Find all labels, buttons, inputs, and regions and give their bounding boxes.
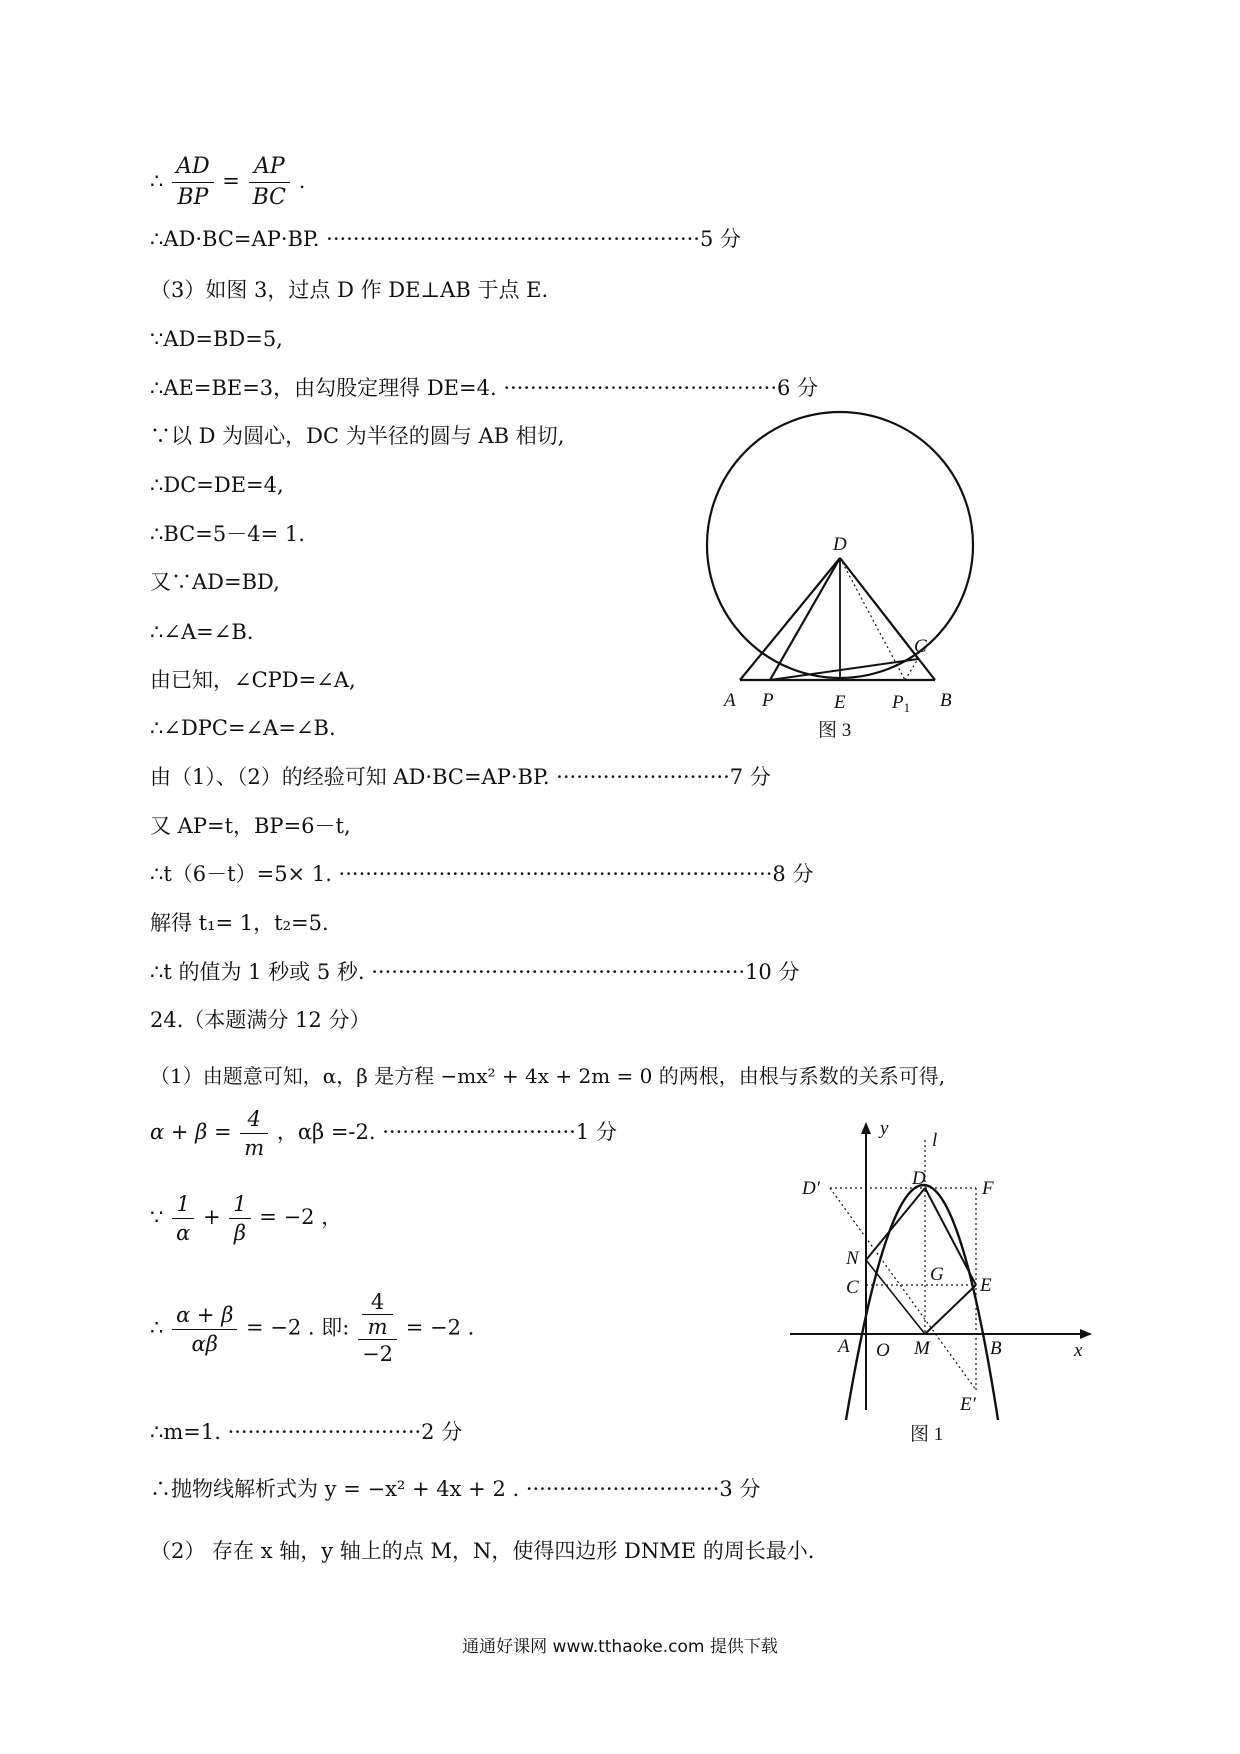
fraction-denominator: α	[176, 1221, 191, 1245]
inner-numerator: 4	[362, 1290, 393, 1315]
period: .	[298, 169, 306, 193]
fraction-1-over-alpha	[172, 1190, 194, 1247]
page-footer: 通通好课网 www.tthaoke.com 提供下载	[462, 1637, 778, 1657]
fraction-numerator: 4	[240, 1105, 268, 1134]
label-n: N	[846, 1248, 859, 1269]
label-p: P	[762, 690, 774, 711]
sum-expression: α + β =	[150, 1120, 232, 1144]
label-x: x	[1074, 1340, 1083, 1361]
dotted-p1c	[905, 659, 918, 680]
text-line-5: ∴AE=BE=3，由勾股定理得 DE=4. ·········································6 分	[150, 376, 819, 400]
label-l: l	[932, 1130, 938, 1151]
label-d: D	[833, 534, 847, 555]
label-f: F	[982, 1178, 994, 1199]
text-line-23: ∴m=1. ·····························2 分	[150, 1420, 463, 1444]
segment-dc	[840, 558, 918, 659]
fraction-numerator: AP	[249, 152, 290, 183]
label-p1: $P_1$	[892, 692, 911, 715]
label-b: B	[940, 690, 952, 711]
inner-denominator: m	[367, 1315, 388, 1339]
fraction-ad-bp	[172, 152, 214, 213]
fraction-4-over-m	[240, 1105, 268, 1162]
text-line-15: ∴t（6－t）=5× 1. ·································································8 分	[150, 862, 814, 886]
proportion-line	[150, 152, 305, 213]
fraction-numerator: α + β	[172, 1301, 237, 1330]
reciprocal-sum-line	[150, 1190, 342, 1247]
text-line-7: ∴DC=DE=4,	[150, 473, 284, 497]
fraction-denominator: BP	[177, 185, 209, 210]
segment-nm	[866, 1260, 925, 1334]
parabola-curve	[846, 1185, 998, 1420]
plus-sign: +	[202, 1205, 221, 1229]
label-dprime: D′	[802, 1178, 820, 1199]
figure-3-caption: 图 3	[818, 720, 852, 740]
fraction-numerator: 1	[229, 1190, 250, 1219]
text-line-19: （1）由题意可知，α，β 是方程 −mx² + 4x + 2m = 0 的两根，由根与系数的关系可得,	[150, 1064, 946, 1088]
label-d: D	[912, 1168, 926, 1189]
label-y: y	[880, 1120, 889, 1139]
nested-fraction	[358, 1290, 397, 1368]
fraction-denominator: m	[244, 1136, 265, 1160]
segment-me	[925, 1285, 976, 1334]
text-line-4: ∵AD=BD=5,	[150, 327, 283, 351]
label-o: O	[876, 1340, 890, 1361]
y-axis-arrow	[861, 1122, 871, 1134]
fraction-numerator: 1	[172, 1190, 194, 1219]
sum-of-roots-line	[150, 1105, 617, 1162]
therefore-symbol: ∴	[150, 1315, 164, 1340]
fraction-1-over-beta	[229, 1190, 250, 1247]
text-line-17: ∴t 的值为 1 秒或 5 秒. ························································10 分	[150, 960, 800, 984]
text-line-11: 由已知，∠CPD=∠A,	[150, 668, 356, 692]
text-line-12: ∴∠DPC=∠A=∠B.	[150, 716, 336, 740]
equals-sign: =	[222, 169, 240, 193]
label-eprime: E′	[960, 1394, 976, 1415]
nested-numerator	[358, 1290, 397, 1340]
equation-result: = −2 ，	[259, 1205, 343, 1229]
label-c: C	[914, 636, 927, 657]
equation-middle: = −2 . 即:	[246, 1315, 350, 1340]
text-line-18: 24.（本题满分 12 分）	[150, 1008, 371, 1032]
x-axis-arrow	[1080, 1329, 1092, 1339]
fraction-numerator: AD	[172, 152, 214, 183]
nested-fraction-line	[150, 1290, 474, 1368]
text-line-13: 由（1）、（2）的经验可知 AD·BC=AP·BP. ··························7 分	[150, 765, 771, 789]
fraction-denominator: β	[233, 1221, 246, 1245]
text-line-9: 又∵AD=BD,	[150, 570, 280, 594]
text-line-16: 解得 t₁= 1，t₂=5.	[150, 911, 329, 935]
figure-3	[700, 410, 1000, 740]
equation-result: = −2 .	[405, 1315, 475, 1340]
therefore-symbol: ∴	[150, 169, 164, 193]
fraction-sum-over-product	[172, 1301, 237, 1358]
label-g: G	[930, 1264, 944, 1285]
fraction-denominator: BC	[252, 185, 286, 210]
label-m: M	[914, 1338, 930, 1359]
label-e: E	[980, 1275, 992, 1296]
text-line-10: ∴∠A=∠B.	[150, 620, 254, 644]
fraction-denominator: −2	[362, 1342, 394, 1366]
label-e: E	[834, 692, 846, 713]
because-symbol: ∵	[150, 1205, 164, 1229]
figure-1	[780, 1120, 1100, 1445]
label-a: A	[838, 1336, 850, 1357]
fraction-denominator: αβ	[191, 1331, 218, 1356]
text-line-8: ∴BC=5－4= 1.	[150, 522, 305, 546]
fraction-ap-bc	[249, 152, 290, 213]
label-b: B	[990, 1338, 1002, 1359]
segment-dn	[866, 1188, 925, 1260]
product-of-roots: ，αβ =-2. ·····························1 分	[276, 1120, 617, 1144]
text-line-14: 又 AP=t，BP=6－t,	[150, 814, 351, 838]
text-line-24: ∴抛物线解析式为 y = −x² + 4x + 2 . ·····························3 分	[150, 1477, 761, 1501]
figure-1-caption: 图 1	[910, 1424, 944, 1445]
text-line-6: ∵以 D 为圆心，DC 为半径的圆与 AB 相切,	[150, 424, 565, 448]
label-a: A	[724, 690, 736, 711]
label-c: C	[846, 1277, 859, 1298]
text-line-25: （2） 存在 x 轴，y 轴上的点 M，N，使得四边形 DNME 的周长最小.	[150, 1539, 815, 1563]
text-line-2: ∴AD·BC=AP·BP. ························································5 分	[150, 227, 742, 251]
side-ad	[740, 558, 840, 680]
text-line-3: （3）如图 3，过点 D 作 DE⊥AB 于点 E.	[150, 278, 549, 302]
segment-dp	[770, 558, 840, 680]
